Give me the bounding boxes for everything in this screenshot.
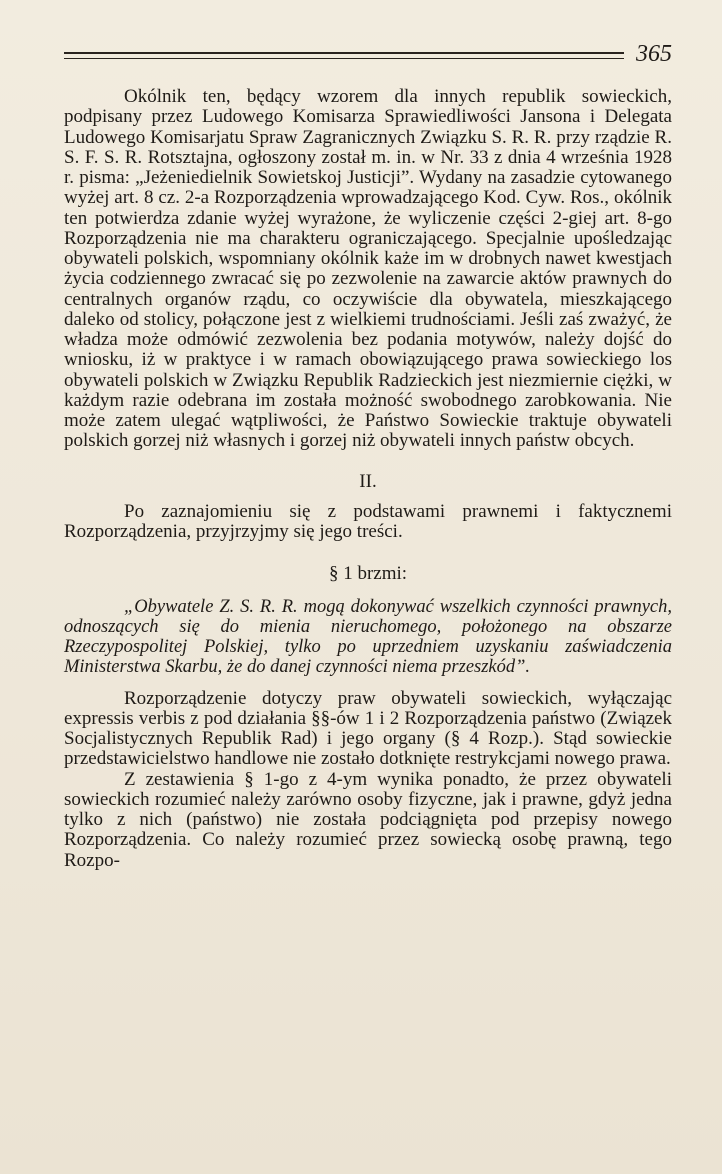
header-rule [64,52,624,54]
page-header [64,40,672,68]
paragraph-4: Z zestawienia § 1-go z 4-ym wynika ponadto, że przez obywateli sowieckich rozumieć należy zarówno osoby fizyczne, jak i prawne, gdyż jedna tylko z nich (państwo) nie została podciągnięta pod przepisy nowego Rozporządzenia. Co należy rozumieć przez sowiecką osobę prawną, tego Rozpo- [64,768,672,871]
paragraph-2: Po zaznajomieniu się z podstawami prawnemi i faktycznemi Rozporządzenia, przyjrzyjmy się jego treści. [64,500,672,542]
paragraph-3: Rozporządzenie dotyczy praw obywateli sowieckich, wyłączając expressis verbis z pod działania §§-ów 1 i 2 Rozporządzenia państwo (Związek Socjalistycznych Republik Rad) i jego organy (§ 4 Rozp.). Stąd sowieckie przedstawicielstwo handlowe nie zostało dotknięte restrykcjami nowego prawa. [64,687,672,770]
section-number: II. [359,470,377,492]
quoted-regulation: „Obywatele Z. S. R. R. mogą dokonywać wszelkich czynności prawnych, odnoszących się do mienia nieruchomego, położonego na obszarze Rzeczypospolitej Polskiej, tylko po uprzedniem uzyskaniu zaświadczenia Ministerstwa Skarbu, że do danej czynności niema przeszkód”. [64,596,672,677]
header-rule-secondary [64,58,624,59]
page-content [64,87,672,871]
paragraph-1: Okólnik ten, będący wzorem dla innych republik sowieckich, podpisany przez Ludowego Komisarza Sprawiedliwości Jansona i Delegata Ludowego Komisarjatu Spraw Zagranicznych Związku S. R. R. przy rządzie R. S. F. S. R. Rotsztajna, ogłoszony został m. in. w Nr. 33 z dnia 4 września 1928 r. pisma: „Jeżeniedielnik Sowietskoj Justicji”. Wydany na zasadzie cytowanego wyżej art. 8 cz. 2-a Rozporządzenia wprowadzającego Kod. Cyw. Ros., okólnik ten potwierdza zdanie wyżej wyrażone, że wyliczenie części 2-giej art. 8-go Rozporządzenia nie ma charakteru ograniczającego. Specjalnie upośledzając obywateli polskich, wspomniany okólnik każe im w drobnych nawet kwestjach życia codziennego zwracać się po zezwolenie na zawarcie aktów prawnych do centralnych organów rządu, co oczywiście dla obywatela, mieszkającego daleko od stolicy, połączone jest z wielkiemi trudnościami. Jeśli zaś zważyć, że władza może odmówić zezwolenia bez podania motywów, należy dojść do wniosku, iż w praktyce i w ramach obowiązującego prawa sowieckiego los obywateli polskich w Związku Republik Radzieckich jest niezmiernie ciężki, w każdym razie odebrana im została możność swobodnego zarobkowania. Nie może zatem ulegać wątpliwości, że Państwo Sowieckie traktuje obywateli polskich gorzej niż własnych i gorzej niż obywateli innych państw obcych. [64,86,672,452]
section-heading: § 1 brzmi: [328,563,408,585]
page-number: 365 [636,41,672,67]
